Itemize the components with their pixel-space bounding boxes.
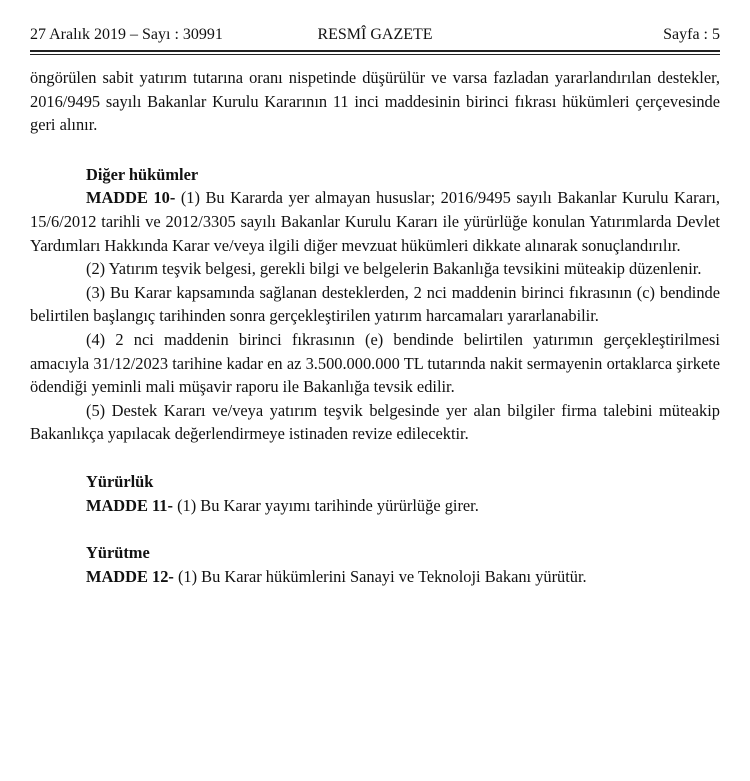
paragraph-continuation: öngörülen sabit yatırım tutarına oranı nispetinde düşürülür ve varsa fazladan yararlandırılan destekler, 2016/9495 sayılı Bakanlar Kurulu Kararının 11 inci maddesinin birinci fıkrası hükümleri çerçevesinde geri alınır.	[30, 68, 720, 135]
spacer	[30, 517, 720, 541]
document-body	[30, 66, 720, 588]
article-11-label: MADDE 11-	[86, 495, 173, 515]
article-10-text-1: (1) Bu Kararda yer almayan hususlar; 2016/9495 sayılı Bakanlar Kurulu Kararı, 15/6/2012 tarihli ve 2012/3305 sayılı Bakanlar Kurulu Kararı ile yürürlüğe konulan Yatırımlarda Devlet Yardımları Hakkında Karar ve/veya ilgili diğer mevzuat hükümleri dikkate alınarak sonuçlandırılır.	[30, 188, 720, 255]
article-10-paragraph-1	[30, 186, 720, 257]
article-10-paragraph-3: (3) Bu Karar kapsamında sağlanan desteklerden, 2 nci maddenin birinci fıkrasının (c) bendinde belirtilen başlangıç tarihinden sonra gerçekleştirilen yatırım harcamaları yararlanabilir.	[30, 282, 720, 326]
section-heading-entry-into-force: Yürürlük	[86, 471, 154, 491]
header-rule-thick	[30, 50, 720, 52]
article-12-paragraph-1	[30, 565, 720, 589]
page-header	[30, 26, 720, 48]
page-number: Sayfa : 5	[663, 26, 720, 43]
article-10-label: MADDE 10-	[86, 188, 176, 208]
header-rule-thin	[30, 54, 720, 55]
issue-date-number: 27 Aralık 2019 – Sayı : 30991	[30, 26, 223, 43]
article-11-paragraph-1	[30, 494, 720, 518]
publication-title: RESMÎ GAZETE	[317, 26, 433, 43]
section-heading-other-provisions: Diğer hükümler	[86, 164, 199, 184]
article-10-paragraph-5: (5) Destek Kararı ve/veya yatırım teşvik belgesinde yer alan bilgiler firma talebini müteakip Bakanlıkça yapılacak değerlendirmeye istinaden revize edilecektir.	[30, 400, 720, 444]
section-heading-execution: Yürütme	[86, 543, 150, 563]
article-11-text: (1) Bu Karar yayımı tarihinde yürürlüğe girer.	[172, 495, 479, 515]
article-12-text: (1) Bu Karar hükümlerini Sanayi ve Teknoloji Bakanı yürütür.	[173, 566, 587, 586]
article-12-label: MADDE 12-	[86, 566, 174, 586]
article-10-paragraph-4: (4) 2 nci maddenin birinci fıkrasının (e) bendinde belirtilen yatırımın gerçekleştirilmesi amacıyla 31/12/2023 tarihine kadar en az 3.500.000.000 TL tutarında nakit sermayenin ortaklarca şirkete ödendiği yeminli mali müşavir raporu ile Bakanlığa tevsik edilir.	[30, 329, 720, 397]
spacer	[30, 137, 720, 163]
article-10-paragraph-2: (2) Yatırım teşvik belgesi, gerekli bilgi ve belgelerin Bakanlığa tevsikini müteakip düzenlenir.	[86, 259, 702, 279]
spacer	[30, 446, 720, 470]
